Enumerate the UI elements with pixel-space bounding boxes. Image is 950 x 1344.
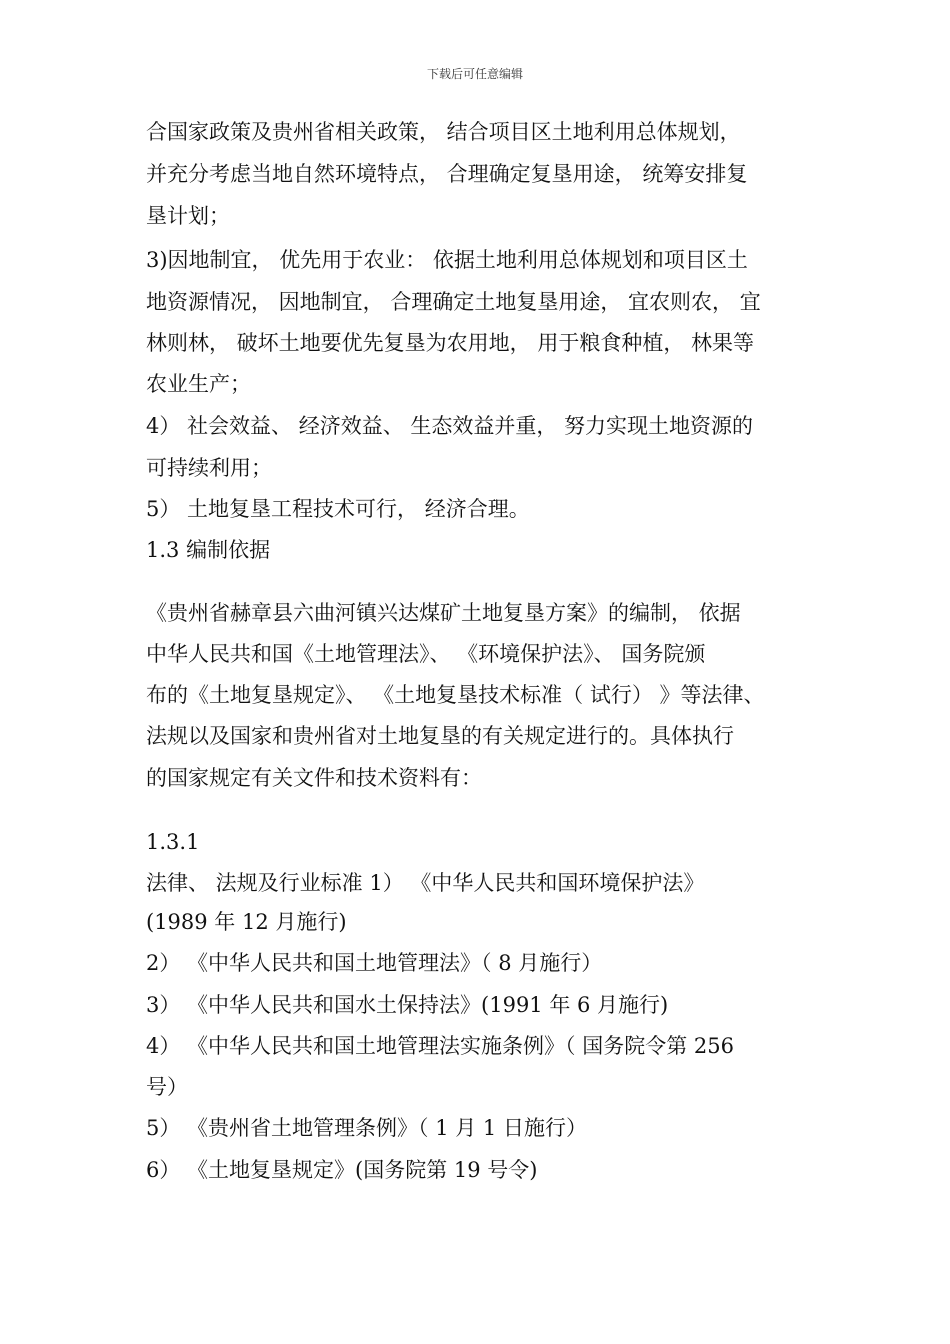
text-line: 法规以及国家和贵州省对土地复垦的有关规定进行的。具体执行 <box>146 724 734 748</box>
text-line: 4） 《中华人民共和国土地管理法实施条例》（ 国务院令第 256 <box>146 1034 734 1058</box>
text-line: 6） 《土地复垦规定》(国务院第 19 号令) <box>146 1158 538 1182</box>
text-line: 林则林， 破坏土地要优先复垦为农用地， 用于粮食种植， 林果等 <box>146 331 755 355</box>
text-line: 2） 《中华人民共和国土地管理法》（ 8 月施行） <box>146 951 603 975</box>
text-line: 3)因地制宜， 优先用于农业： 依据土地利用总体规划和项目区土 <box>146 248 748 272</box>
subsection-heading: 1.3.1 <box>146 830 200 854</box>
text-line: 5） 土地复垦工程技术可行， 经济合理。 <box>146 497 530 521</box>
section-heading: 1.3 编制依据 <box>146 538 271 562</box>
text-line: (1989 年 12 月施行) <box>146 910 347 934</box>
text-line: 合国家政策及贵州省相关政策， 结合项目区土地利用总体规划， <box>146 120 741 144</box>
text-line: 垦计划； <box>146 204 230 228</box>
text-line: 号） <box>146 1075 188 1099</box>
text-line: 《贵州省赫章县六曲河镇兴达煤矿土地复垦方案》的编制， 依据 <box>146 601 741 625</box>
text-line: 中华人民共和国《土地管理法》、 《环境保护法》、 国务院颁 <box>146 642 706 666</box>
text-line: 5） 《贵州省土地管理条例》（ 1 月 1 日施行） <box>146 1116 587 1140</box>
text-line: 3） 《中华人民共和国水土保持法》(1991 年 6 月施行) <box>146 993 669 1017</box>
text-line: 4） 社会效益、 经济效益、 生态效益并重， 努力实现土地资源的 <box>146 414 754 438</box>
text-line: 农业生产； <box>146 372 251 396</box>
text-line: 地资源情况， 因地制宜， 合理确定土地复垦用途， 宜农则农， 宜 <box>146 290 761 314</box>
text-line: 可持续利用； <box>146 456 272 480</box>
page-header: 下载后可任意编辑 <box>426 67 523 81</box>
text-line: 布的《土地复垦规定》、 《土地复垦技术标准（ 试行） 》等法律、 <box>146 683 765 707</box>
text-line: 并充分考虑当地自然环境特点， 合理确定复垦用途， 统筹安排复 <box>146 162 748 186</box>
text-line: 的国家规定有关文件和技术资料有： <box>146 766 482 790</box>
text-line: 法律、 法规及行业标准 1） 《中华人民共和国环境保护法》 <box>146 871 705 895</box>
